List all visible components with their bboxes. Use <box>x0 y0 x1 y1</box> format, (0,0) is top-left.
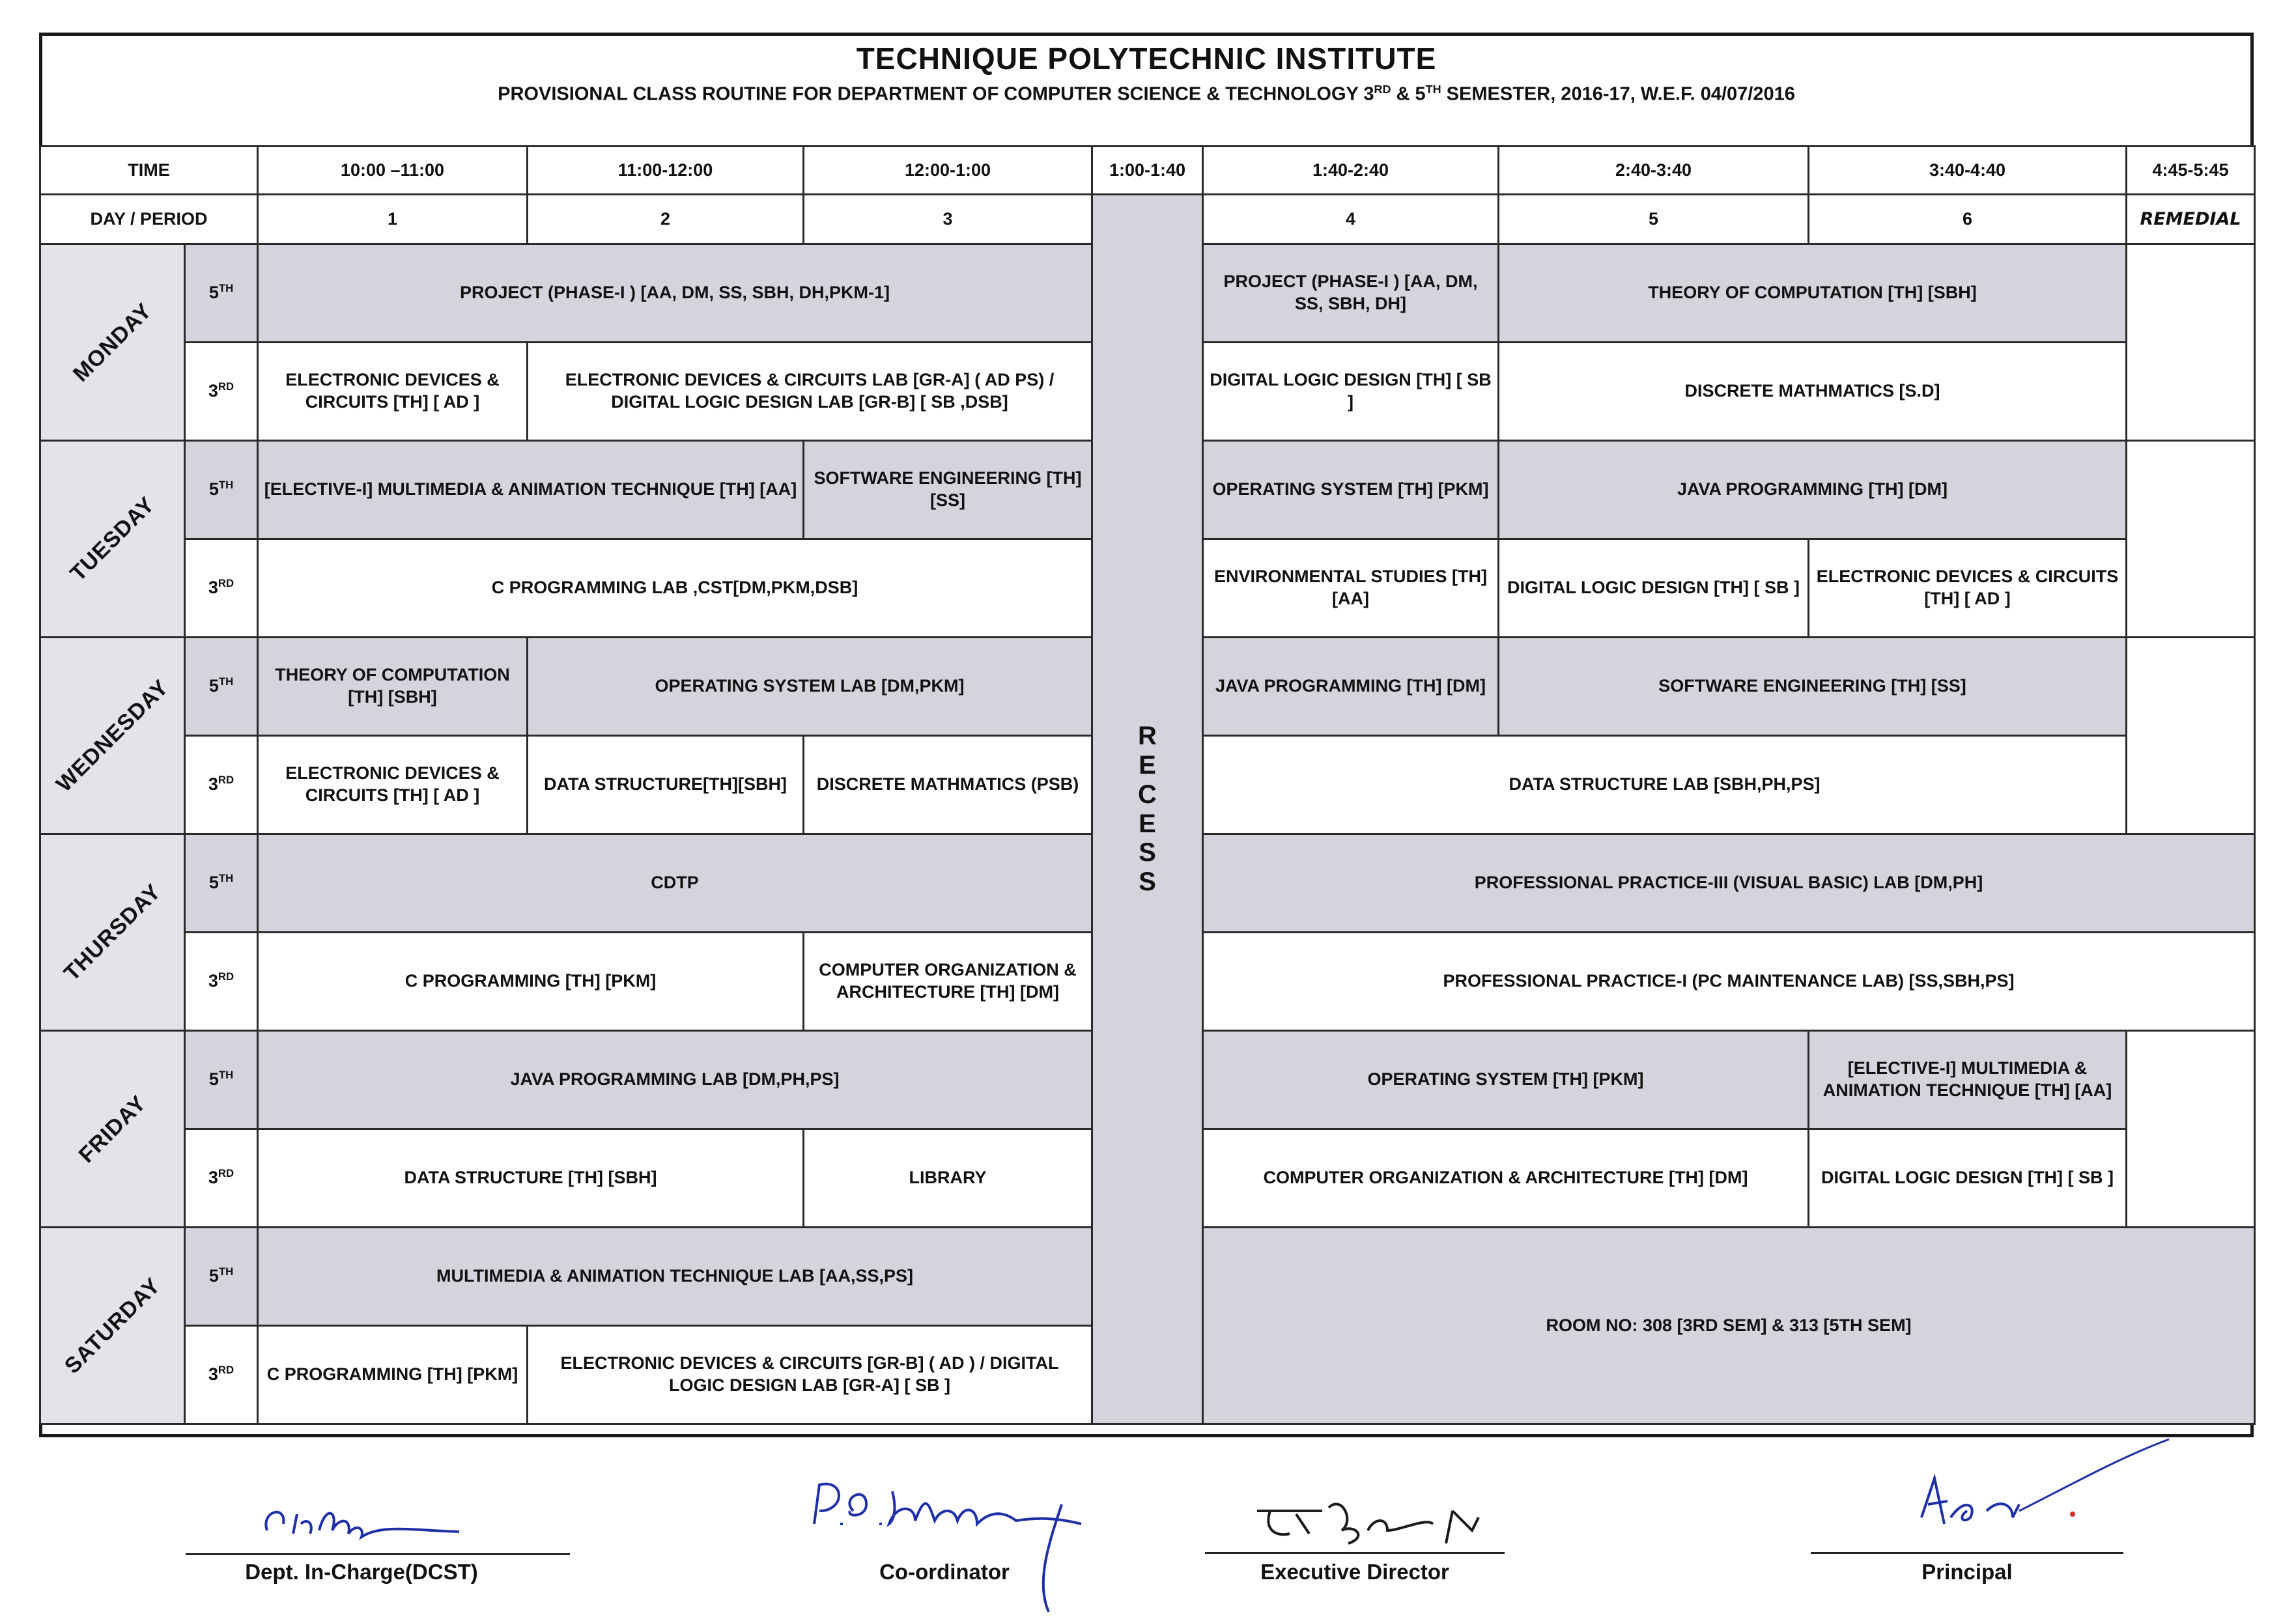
sem-num: 5 <box>208 676 219 696</box>
class-cell: C PROGRAMMING LAB ,CST[DM,PKM,DSB] <box>258 539 1092 638</box>
day-friday <box>40 1031 185 1228</box>
sem-sup: TH <box>218 282 234 295</box>
sem-num: 3 <box>208 971 218 991</box>
class-cell: PROJECT (PHASE-I ) [AA, DM, SS, SBH, DH] <box>1203 244 1499 343</box>
class-cell: JAVA PROGRAMMING LAB [DM,PH,PS] <box>258 1031 1092 1129</box>
time-slot-1: 10:00 –11:00 <box>258 147 528 195</box>
class-cell: LIBRARY <box>804 1129 1092 1228</box>
class-cell: DATA STRUCTURE LAB [SBH,PH,PS] <box>1203 736 2127 834</box>
class-cell: OPERATING SYSTEM LAB [DM,PKM] <box>528 638 1092 736</box>
class-cell: DIGITAL LOGIC DESIGN [TH] [ SB ] <box>1499 539 1809 638</box>
time-slot-3: 12:00-1:00 <box>804 147 1092 195</box>
sem-sup: TH <box>218 872 234 885</box>
principal-signature-line <box>1811 1552 2123 1554</box>
executive-director-title: Executive Director <box>1260 1560 1449 1584</box>
class-cell: ELECTRONIC DEVICES & CIRCUITS [GR-B] ( AD ) / DIGITAL LOGIC DESIGN LAB [GR-A] [ SB ] <box>528 1326 1092 1424</box>
day-wednesday <box>40 638 185 834</box>
class-cell: THEORY OF COMPUTATION [TH] [SBH] <box>258 638 528 736</box>
principal-signature <box>1902 1433 2189 1550</box>
sem-num: 3 <box>208 1364 218 1385</box>
class-cell: MULTIMEDIA & ANIMATION TECHNIQUE LAB [AA,SS,PS] <box>258 1228 1092 1326</box>
remedial-cell <box>2127 244 2255 441</box>
time-label: TIME <box>40 147 258 195</box>
remedial-cell <box>2127 1031 2255 1228</box>
sem-num: 3 <box>208 578 218 598</box>
coordinator-signature <box>801 1465 1140 1615</box>
sem-3rd <box>185 736 258 834</box>
sem-num: 5 <box>208 1266 219 1286</box>
sem-num: 5 <box>208 873 219 893</box>
sem-5th <box>185 1031 258 1129</box>
class-cell: DISCRETE MATHMATICS [S.D] <box>1499 343 2127 441</box>
class-cell: COMPUTER ORGANIZATION & ARCHITECTURE [TH] [DM] <box>804 933 1092 1031</box>
coordinator-title: Co-ordinator <box>879 1560 1010 1584</box>
sem-3rd <box>185 933 258 1031</box>
day-label: THURSDAY <box>59 879 166 986</box>
period-5: 5 <box>1499 195 1809 244</box>
sem-num: 5 <box>208 283 219 303</box>
class-cell: [ELECTIVE-I] MULTIMEDIA & ANIMATION TECHNIQUE [TH] [AA] <box>258 441 804 539</box>
class-cell: PROFESSIONAL PRACTICE-III (VISUAL BASIC) LAB [DM,PH] <box>1203 834 2255 933</box>
class-cell: ELECTRONIC DEVICES & CIRCUITS [TH] [ AD ] <box>258 736 528 834</box>
time-slot-6: 3:40-4:40 <box>1809 147 2127 195</box>
executive-director-signature <box>1238 1485 1511 1556</box>
subtitle-text: PROVISIONAL CLASS ROUTINE FOR DEPARTMENT OF COMPUTER SCIENCE & TECHNOLOGY 3 <box>498 83 1374 105</box>
period-row <box>40 195 2255 244</box>
class-cell: ENVIRONMENTAL STUDIES [TH] [AA] <box>1203 539 1499 638</box>
sem-sup: RD <box>218 577 234 590</box>
class-cell: JAVA PROGRAMMING [TH] [DM] <box>1203 638 1499 736</box>
class-cell: ELECTRONIC DEVICES & CIRCUITS LAB [GR-A] ( AD PS) / DIGITAL LOGIC DESIGN LAB [GR-B] [ SB ,DSB] <box>528 343 1092 441</box>
recess-letter: C <box>1138 780 1157 809</box>
day-label: SATURDAY <box>59 1273 165 1379</box>
class-cell: DATA STRUCTURE [TH] [SBH] <box>258 1129 804 1228</box>
recess-letter: S <box>1139 838 1156 867</box>
class-cell: SOFTWARE ENGINEERING [TH] [SS] <box>1499 638 2127 736</box>
dept-incharge-signature <box>248 1485 534 1556</box>
sem-num: 5 <box>208 1069 219 1090</box>
recess-letter: E <box>1139 809 1156 838</box>
sem-3rd <box>185 539 258 638</box>
class-cell: SOFTWARE ENGINEERING [TH] [SS] <box>804 441 1092 539</box>
time-slot-2: 11:00-12:00 <box>528 147 804 195</box>
period-1: 1 <box>258 195 528 244</box>
day-label: FRIDAY <box>74 1090 151 1168</box>
sem-5th <box>185 244 258 343</box>
recess-letter: R <box>1138 722 1157 751</box>
sem-3rd <box>185 1129 258 1228</box>
class-cell: ELECTRONIC DEVICES & CIRCUITS [TH] [ AD ] <box>258 343 528 441</box>
day-label: WEDNESDAY <box>51 674 173 796</box>
sem-3rd <box>185 343 258 441</box>
day-monday <box>40 244 185 441</box>
recess-letter: S <box>1139 867 1156 897</box>
remedial-cell <box>2127 441 2255 638</box>
class-cell: DIGITAL LOGIC DESIGN [TH] [ SB ] <box>1809 1129 2127 1228</box>
class-cell: PROJECT (PHASE-I ) [AA, DM, SS, SBH, DH,PKM-1] <box>258 244 1092 343</box>
dept-signature-line <box>186 1553 570 1555</box>
sem-sup: RD <box>218 774 234 787</box>
sem-sup: TH <box>218 1069 234 1082</box>
day-label: MONDAY <box>68 298 157 387</box>
routine-sheet <box>39 33 2254 1437</box>
sem-num: 3 <box>208 381 218 401</box>
period-4: 4 <box>1203 195 1499 244</box>
institute-title: TECHNIQUE POLYTECHNIC INSTITUTE <box>856 42 1437 76</box>
sem-3rd <box>185 1326 258 1424</box>
sem-sup: RD <box>218 970 234 983</box>
sem-5th <box>185 1228 258 1326</box>
period-6: 6 <box>1809 195 2127 244</box>
class-cell: THEORY OF COMPUTATION [TH] [SBH] <box>1499 244 2127 343</box>
class-cell: C PROGRAMMING [TH] [PKM] <box>258 933 804 1031</box>
sem-5th <box>185 834 258 933</box>
sem-num: 5 <box>208 479 219 500</box>
class-cell: JAVA PROGRAMMING [TH] [DM] <box>1499 441 2127 539</box>
sem-5th <box>185 638 258 736</box>
subtitle-date: SEMESTER, 2016-17, W.E.F. 04/07/2016 <box>1441 83 1795 105</box>
day-period-label: DAY / PERIOD <box>40 195 258 244</box>
subtitle-amp: & 5 <box>1391 83 1426 105</box>
class-cell: OPERATING SYSTEM [TH] [PKM] <box>1203 441 1499 539</box>
room-info: ROOM NO: 308 [3RD SEM] & 313 [5TH SEM] <box>1203 1228 2255 1424</box>
sem-5th <box>185 441 258 539</box>
period-2: 2 <box>528 195 804 244</box>
time-slot-5: 2:40-3:40 <box>1499 147 1809 195</box>
class-cell: DIGITAL LOGIC DESIGN [TH] [ SB ] <box>1203 343 1499 441</box>
time-slot-remedial: 4:45-5:45 <box>2127 147 2255 195</box>
class-cell: [ELECTIVE-I] MULTIMEDIA & ANIMATION TECHNIQUE [TH] [AA] <box>1809 1031 2127 1129</box>
sem-sup: RD <box>218 1364 234 1377</box>
day-tuesday <box>40 441 185 638</box>
dept-incharge-title: Dept. In-Charge(DCST) <box>245 1560 478 1584</box>
routine-subtitle <box>42 83 2250 106</box>
class-cell: OPERATING SYSTEM [TH] [PKM] <box>1203 1031 1809 1129</box>
sem-sup: TH <box>218 675 234 688</box>
sem-sup: TH <box>218 479 234 492</box>
recess-label <box>1098 722 1197 897</box>
sem-num: 3 <box>208 1168 218 1188</box>
remedial-label: REMEDIAL <box>2127 195 2255 244</box>
day-thursday <box>40 834 185 1031</box>
time-row <box>40 147 2255 195</box>
sem-num: 3 <box>208 774 218 795</box>
class-cell: CDTP <box>258 834 1092 933</box>
class-cell: DISCRETE MATHMATICS (PSB) <box>804 736 1092 834</box>
recess-column <box>1092 195 1203 1424</box>
principal-title: Principal <box>1921 1560 2013 1584</box>
remedial-cell <box>2127 638 2255 834</box>
day-label: TUESDAY <box>65 492 160 586</box>
day-saturday <box>40 1228 185 1424</box>
time-slot-break: 1:00-1:40 <box>1092 147 1203 195</box>
sem-sup: RD <box>218 1167 234 1180</box>
sem-sup: TH <box>218 1265 234 1278</box>
period-3: 3 <box>804 195 1092 244</box>
exec-signature-line <box>1205 1552 1505 1554</box>
class-cell: ELECTRONIC DEVICES & CIRCUITS [TH] [ AD ] <box>1809 539 2127 638</box>
class-cell: COMPUTER ORGANIZATION & ARCHITECTURE [TH] [DM] <box>1203 1129 1809 1228</box>
routine-table <box>39 145 2256 1425</box>
class-cell: C PROGRAMMING [TH] [PKM] <box>258 1326 528 1424</box>
subtitle-sup-th: TH <box>1425 83 1441 96</box>
class-cell: PROFESSIONAL PRACTICE-I (PC MAINTENANCE LAB) [SS,SBH,PS] <box>1203 933 2255 1031</box>
sem-sup: RD <box>218 380 234 393</box>
class-cell: DATA STRUCTURE[TH][SBH] <box>528 736 804 834</box>
time-slot-4: 1:40-2:40 <box>1203 147 1499 195</box>
recess-letter: E <box>1139 750 1156 780</box>
subtitle-sup-rd: RD <box>1374 83 1391 96</box>
